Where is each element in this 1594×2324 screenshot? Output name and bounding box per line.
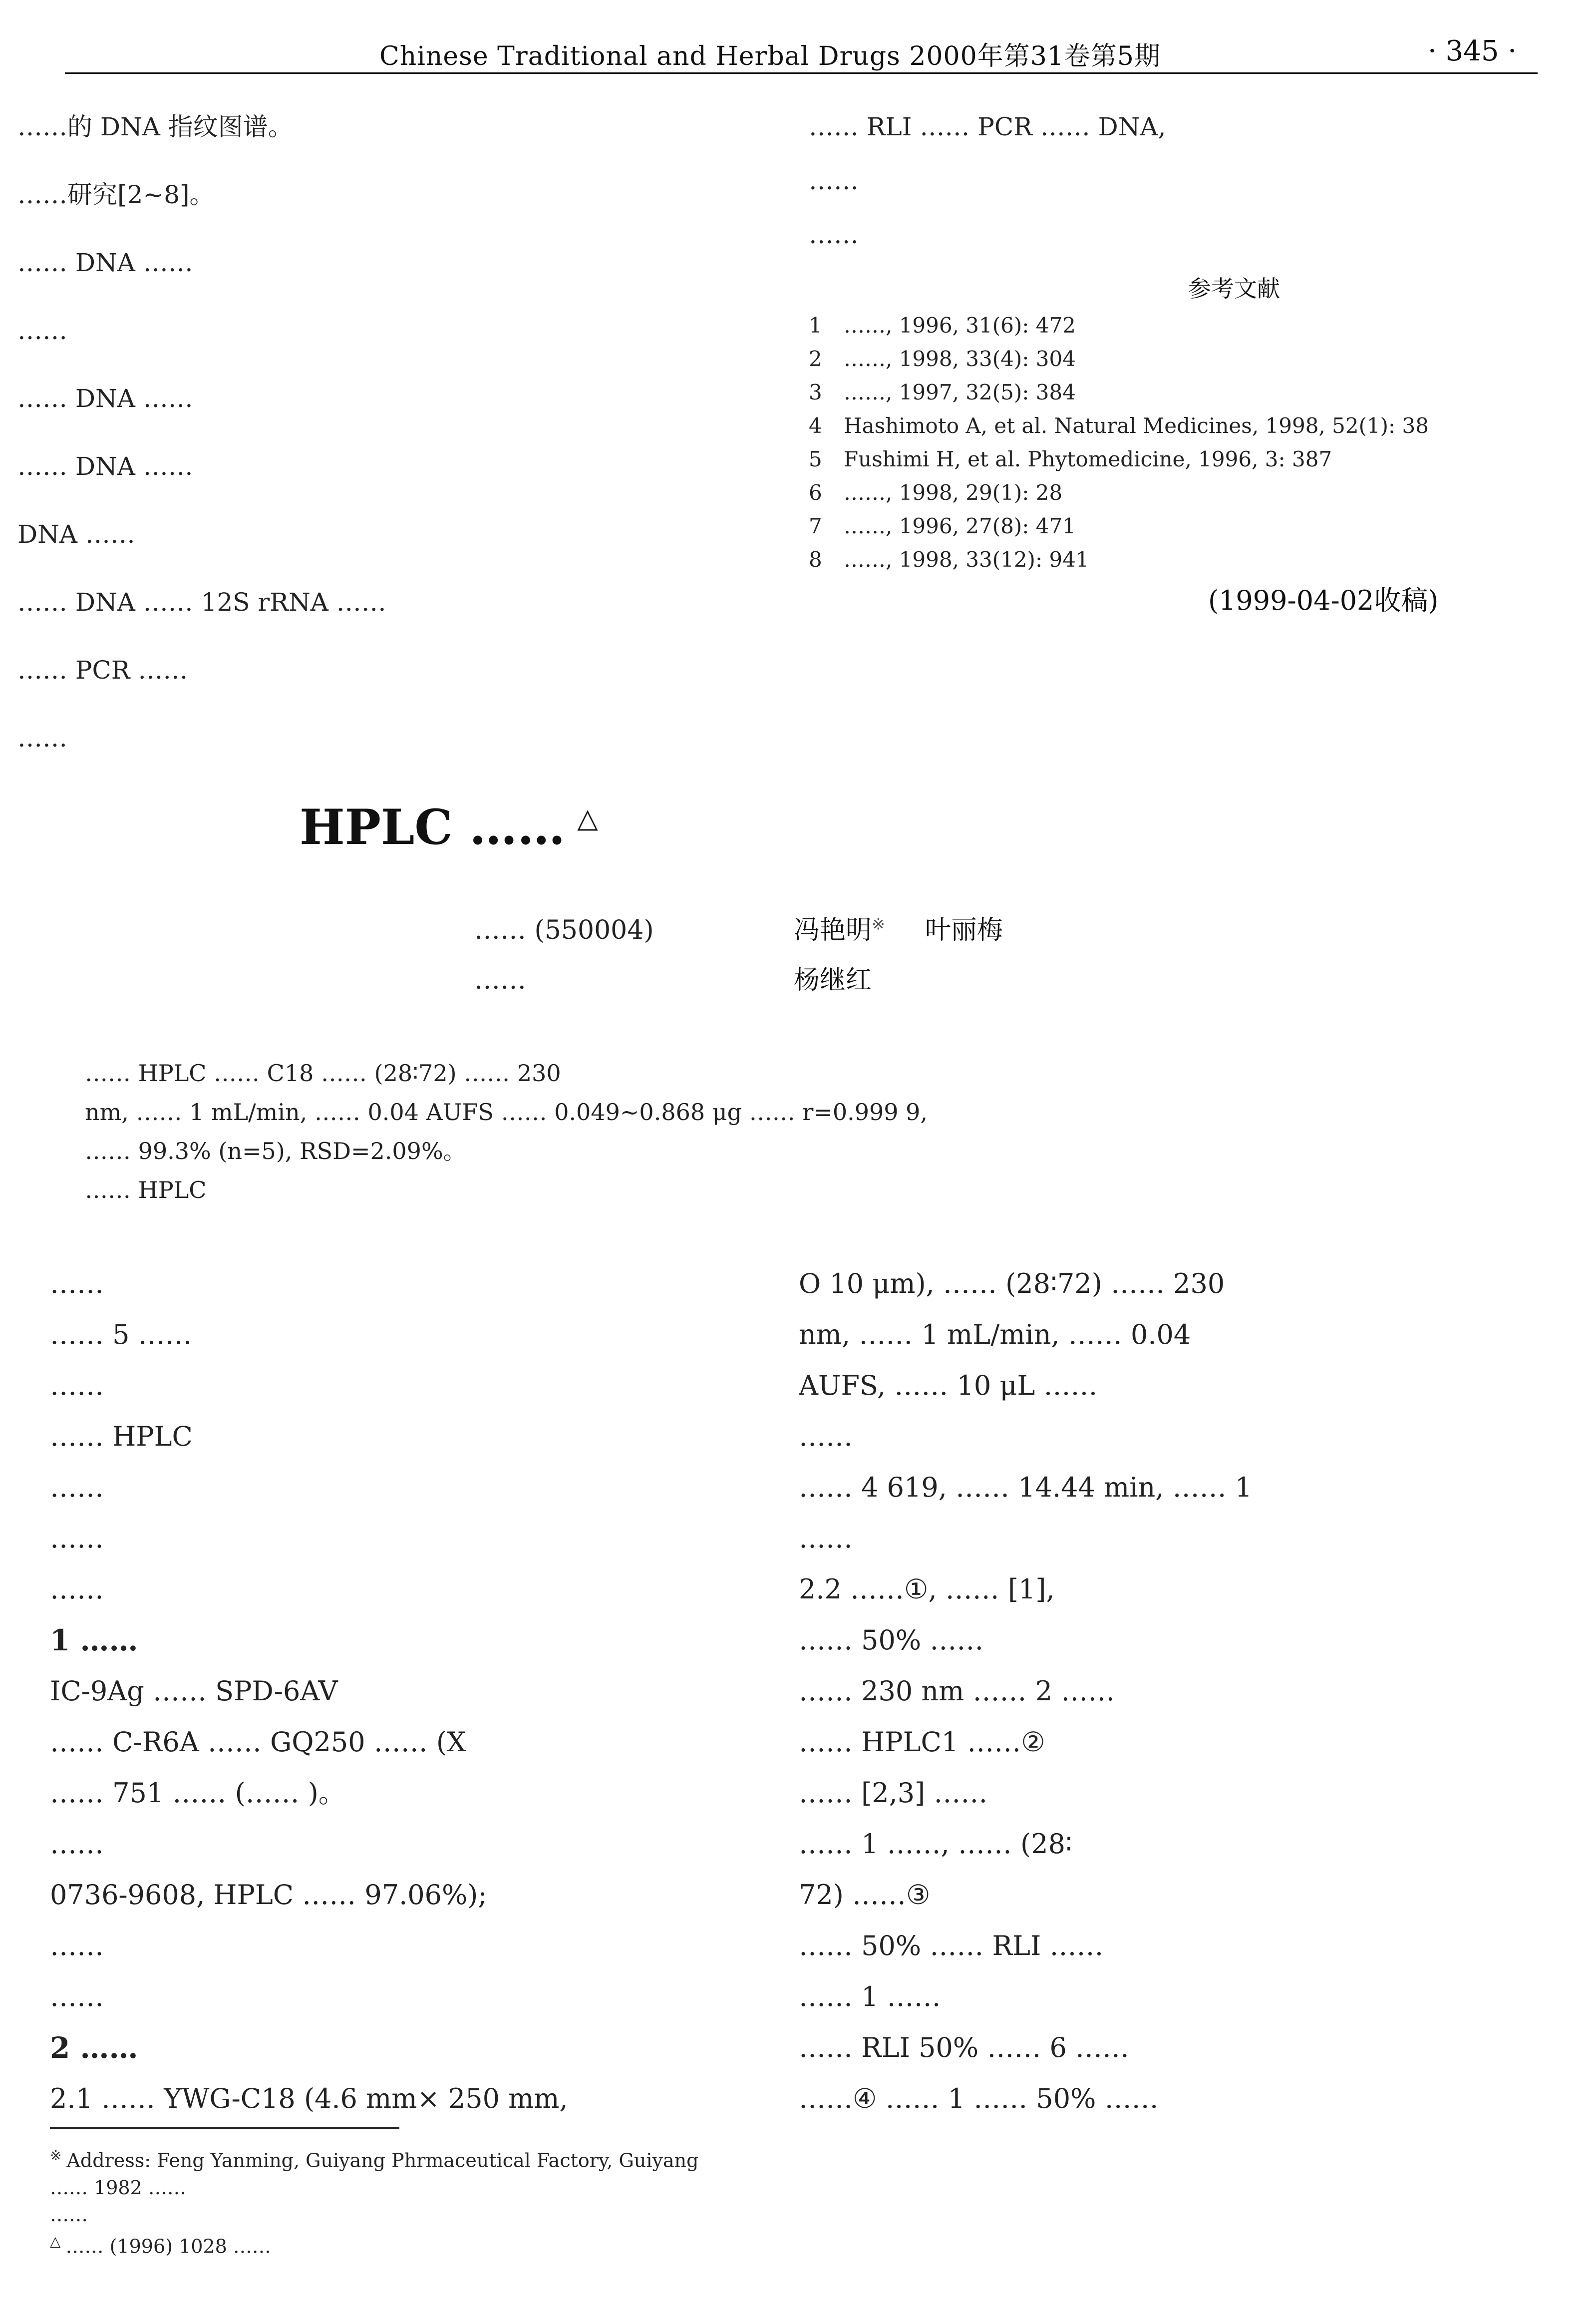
text-line: …… 1 …… [799,1981,941,2012]
body-right-column [799,1258,1548,2114]
references-heading: 参考文献 [1188,275,1280,302]
text-line: …… [809,220,859,249]
text-line: …… [2,3] …… [799,1777,988,1809]
author-block [474,909,1173,1019]
footnote-mark: ※ [50,2147,62,2164]
text-line: ……研究[2~8]。 [17,180,215,209]
abstract-line: …… HPLC [85,1176,207,1203]
text-line: …… DNA …… 12S rRNA …… [17,588,386,617]
reference-text: ……, 1998, 33(12): 941 [844,547,1089,572]
footnote-line [50,2228,1498,2260]
text-line: …… [50,1268,104,1299]
footnote-text: …… 1982 …… [50,2176,186,2199]
footnote-line [50,2201,1498,2228]
reference-item [809,442,1548,476]
text-line: nm, …… 1 mL/min, …… 0.04 [799,1319,1191,1350]
text-line: …… [50,1981,104,2012]
abstract [85,1054,1518,1218]
previous-article-closing-text [809,100,1548,262]
text-line: …… RLI 50% …… 6 …… [799,2032,1130,2063]
abstract-line: …… HPLC …… C18 …… (28∶72) …… 230 [85,1060,561,1087]
text-line: 0736-9608, HPLC …… 97.06%); [50,1879,487,1911]
footnote-text: …… (1996) 1028 …… [65,2235,271,2258]
reference-text: Fushimi H, et al. Phytomedicine, 1996, 3: 387 [844,447,1332,471]
reference-item [809,509,1548,543]
text-line: …… 4 619, …… 14.44 min, …… 1 [799,1472,1253,1503]
reference-item [809,476,1548,509]
text-line: …… [50,1573,104,1605]
text-line: …… 50% …… [799,1624,984,1656]
reference-text: ……, 1998, 29(1): 28 [844,480,1063,505]
author-name: 杨继红 [794,965,872,995]
author-row [474,959,1173,1009]
text-line: …… HPLC1 ……② [799,1726,1045,1758]
text-line: 2.2 ……①, …… [1], [799,1573,1055,1605]
article-title [300,799,1348,869]
text-line: …… HPLC [50,1421,193,1452]
text-line: …… 5 …… [50,1319,192,1350]
journal-title: Chinese Traditional and Herbal Drugs 2000年第31卷第5期 [379,41,1161,71]
text-line: …… [17,724,67,753]
page-number: · 345 · [1428,35,1517,67]
footnote-text: …… [50,2203,88,2226]
text-line: …… DNA …… [17,248,193,277]
reference-item [809,376,1548,409]
text-line: 72) ……③ [799,1879,931,1911]
text-line: …… [17,316,67,345]
text-line: IC-9Ag …… SPD-6AV [50,1675,338,1707]
footnote-divider [50,2127,399,2129]
article-title-text: HPLC …… [300,799,566,855]
section-heading: 1 …… [50,1623,138,1657]
footnote-line [50,2142,1498,2174]
text-line: …… C-R6A …… GQ250 …… (X [50,1726,466,1758]
author-affiliation: …… [474,965,526,995]
footnote-mark: △ [50,2233,61,2250]
corresponding-author-mark: ※ [872,914,885,934]
reference-text: Hashimoto A, et al. Natural Medicines, 1998, 52(1): 38 [844,413,1429,438]
previous-article-left-column [17,100,756,753]
text-line: …… 751 …… (…… )。 [50,1777,345,1809]
footnote-line [50,2174,1498,2201]
text-line: ……④ …… 1 …… 50% …… [799,2083,1159,2114]
reference-number: 8 [809,547,822,572]
received-date: (1999-04-02收稿) [1208,585,1439,616]
reference-item [809,342,1548,376]
author-affiliation: …… (550004) [474,915,654,945]
text-line: …… 50% …… RLI …… [799,1930,1104,1961]
text-line: …… 1 ……, …… (28∶ [799,1828,1073,1860]
funding-mark: △ [577,802,598,834]
text-line: …… [50,1930,104,1961]
reference-text: ……, 1998, 33(4): 304 [844,347,1076,371]
text-line: …… [809,166,859,195]
author-row [474,909,1173,959]
abstract-line: nm, …… 1 mL/min, …… 0.04 AUFS …… 0.049~0.868 μg …… r=0.999 9, [85,1099,928,1126]
text-line: …… RLI …… PCR …… DNA, [809,112,1166,141]
text-line: DNA …… [17,520,135,549]
reference-text: ……, 1997, 32(5): 384 [844,380,1076,404]
text-line: …… PCR …… [17,656,188,685]
reference-number: 6 [809,480,822,505]
reference-item [809,309,1548,342]
text-line: …… [50,1828,104,1860]
text-line: O 10 μm), …… (28∶72) …… 230 [799,1268,1225,1299]
text-line: …… [50,1523,104,1554]
reference-number: 1 [809,313,822,338]
page-header [0,20,1594,75]
previous-article-right-column [809,100,1548,649]
abstract-line: …… 99.3% (n=5), RSD=2.09%。 [85,1138,466,1164]
text-line: …… [50,1370,104,1401]
text-line: ……的 DNA 指纹图谱。 [17,112,293,141]
header-divider [65,72,1538,74]
text-line: …… 230 nm …… 2 …… [799,1675,1115,1707]
author-name: 冯艳明 [794,915,872,945]
text-line: …… [799,1523,853,1554]
reference-number: 7 [809,514,822,538]
text-line: …… [50,1472,104,1503]
text-line: AUFS, …… 10 μL …… [799,1370,1098,1401]
body-left-column [50,1258,769,2114]
reference-item [809,543,1548,576]
reference-number: 3 [809,380,822,404]
reference-list [809,309,1548,576]
text-line: …… DNA …… [17,384,193,413]
text-line: …… DNA …… [17,452,193,481]
footnotes [50,2142,1498,2302]
section-heading: 2 …… [50,2031,138,2065]
reference-text: ……, 1996, 27(8): 471 [844,514,1076,538]
text-line: 2.1 …… YWG-C18 (4.6 mm× 250 mm, [50,2083,568,2114]
reference-number: 5 [809,447,822,471]
text-line: …… [799,1421,853,1452]
reference-item [809,409,1548,442]
reference-number: 4 [809,413,822,438]
reference-number: 2 [809,347,822,371]
author-name: 叶丽梅 [925,915,1003,945]
footnote-text: Address: Feng Yanming, Guiyang Phrmaceutical Factory, Guiyang [66,2149,699,2172]
reference-text: ……, 1996, 31(6): 472 [844,313,1076,338]
